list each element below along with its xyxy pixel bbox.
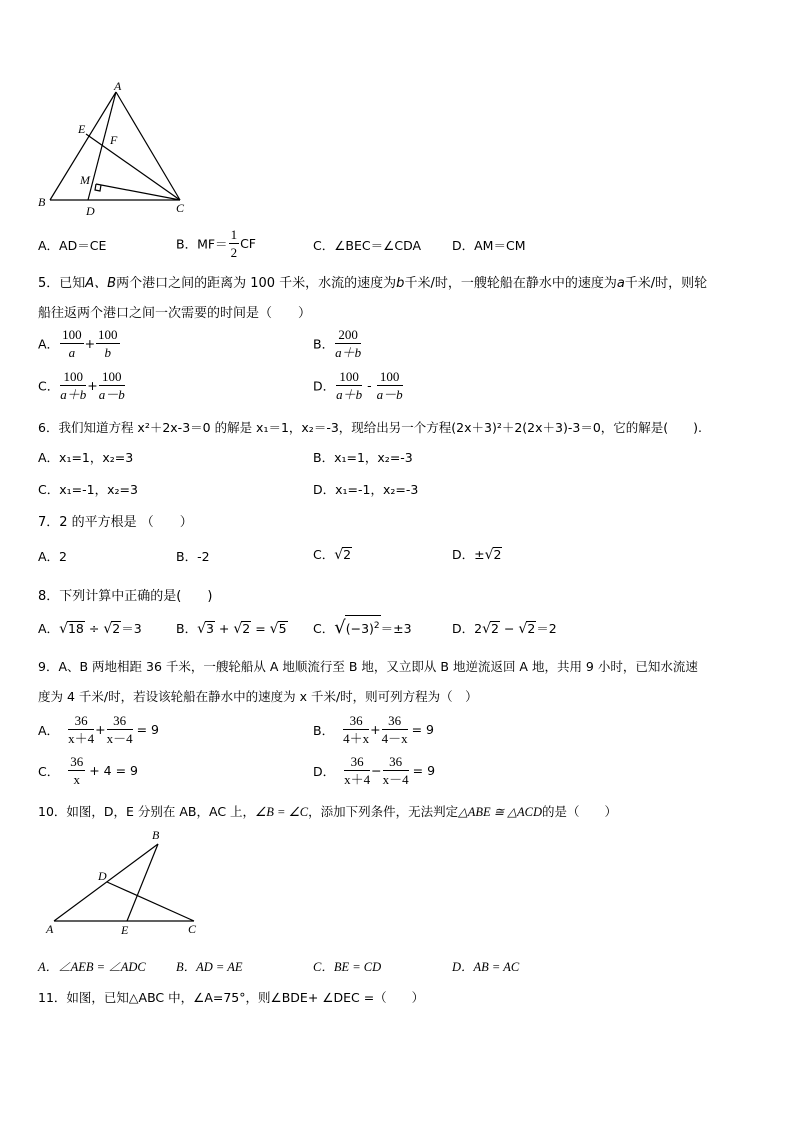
sqrt-icon: √	[518, 621, 528, 637]
q5-text-e: 千米/时，一艘轮船在静水中的速度为	[404, 276, 617, 291]
q5-d-den1: a＋b	[336, 387, 363, 402]
q9-b-den1: 4＋x	[343, 731, 370, 746]
q5-b-den: a＋b	[335, 345, 362, 360]
q4-option-b	[176, 226, 256, 261]
q5-d-num2: 100	[377, 368, 403, 386]
q9-a-den1: x＋4	[68, 731, 95, 746]
q8-b-r1: 3	[206, 621, 214, 636]
q5-c-den1: a＋b	[60, 387, 87, 402]
sqrt-icon: √	[269, 621, 279, 637]
q7-stem: 7．2 的平方根是 （ ）	[38, 515, 193, 530]
q6-option-d: D．x₁=-1，x₂=-3	[313, 482, 419, 497]
q9-option-c	[38, 753, 138, 788]
sqrt-icon: √	[59, 621, 68, 637]
q5-b-label: B．	[313, 336, 335, 352]
q6-stem: 6．我们知道方程 x²＋2x-3＝0 的解是 x₁＝1，x₂＝-3，现给出另一个方程(2x＋3)²＋2(2x＋3)-3＝0，它的解是( ).	[38, 420, 703, 435]
q5-c-num1: 100	[60, 368, 86, 386]
q10-text-c: ，添加下列条件，无法判定	[308, 804, 459, 819]
q5-text-c: 两个港口之间的距离为 100 千米，水流的速度为	[116, 276, 397, 291]
q9-c-den: x	[73, 772, 80, 787]
fig2-label-B: B	[152, 828, 160, 842]
q10-a-text: A．∠AEB = ∠ADC	[38, 960, 146, 974]
q9-d-num2: 36	[383, 753, 409, 771]
q9-a-end: = 9	[136, 722, 159, 737]
q5-text-f: a	[616, 276, 625, 291]
q5-c-num2: 100	[99, 368, 125, 386]
q5-option-a	[38, 326, 121, 361]
q5-a-den1: a	[68, 345, 76, 360]
sqrt-icon: √	[482, 621, 492, 637]
q4-b-den: 2	[230, 245, 238, 260]
q5-text-b: A、B	[85, 276, 117, 291]
q10-option-b	[176, 957, 243, 975]
q5-text-d: b	[396, 276, 405, 291]
q10-stem	[38, 802, 617, 820]
q8-stem: 8．下列计算中正确的是( )	[38, 589, 213, 604]
q9-option-a	[38, 712, 159, 747]
q9-line-1: 9．A、B 两地相距 36 千米，一艘轮船从 A 地顺流行至 B 地，又立即从 B 地逆流返回 A 地，共用 9 小时，已知水流速	[38, 659, 698, 674]
fig1-label-M: M	[80, 173, 90, 187]
q5-a-num1: 100	[62, 327, 82, 342]
q9-option-d	[313, 753, 435, 788]
q5-b-num: 200	[335, 326, 361, 344]
q10-d-text: D．AB = AC	[452, 960, 520, 974]
q8-a-end: ＝3	[121, 621, 142, 636]
q4-option-a: A．AD＝CE	[38, 238, 107, 253]
q9-a-num1: 36	[68, 712, 94, 730]
q7-c-label: C．	[313, 547, 335, 562]
q9-d-num1: 36	[344, 753, 370, 771]
q8-option-a	[38, 619, 142, 637]
q5-option-b	[313, 326, 362, 361]
q9-d-op: −	[371, 763, 382, 778]
fig1-label-E: E	[78, 122, 86, 136]
q9-a-den2: x－4	[106, 731, 133, 746]
fig1-label-D: D	[86, 204, 95, 218]
q5-c-op: +	[87, 378, 98, 393]
q5-a-op: +	[84, 336, 96, 351]
q6-option-b: B．x₁=1，x₂=-3	[313, 450, 413, 465]
sqrt-icon: √	[334, 617, 346, 639]
q7-option-b: B．-2	[176, 549, 210, 564]
q8-c-label: C．	[313, 621, 335, 637]
q9-line-2: 度为 4 千米/时，若设该轮船在静水中的速度为 x 千米/时，则可列方程为（ ）	[38, 689, 478, 704]
q10-text-b: ∠B = ∠C	[255, 805, 309, 819]
q8-c-exponent: 2	[373, 621, 380, 631]
q8-b-label: B．	[176, 621, 198, 636]
q10-b-text: B．AD = AE	[176, 960, 243, 974]
sqrt-icon: √	[233, 621, 243, 637]
fig1-label-B: B	[38, 195, 46, 209]
q5-text-a: 5．已知	[38, 276, 86, 291]
q6-option-a: A．x₁=1，x₂=3	[38, 450, 134, 465]
q4-option-b-prefix: B．MF＝	[176, 236, 228, 252]
q8-b-r2: 2	[242, 621, 251, 636]
q9-b-label: B．	[313, 722, 335, 738]
q8-d-op: −	[499, 621, 519, 636]
q7-option-c	[313, 545, 352, 563]
q4-option-d: D．AM＝CM	[452, 238, 526, 253]
fig1-label-A: A	[114, 79, 122, 93]
q9-a-label: A．	[38, 722, 60, 738]
q8-a-op: ÷	[84, 621, 104, 636]
q5-d-label: D．	[313, 378, 336, 394]
sqrt-icon: √	[197, 621, 206, 637]
q6-option-c: C．x₁=-1，x₂=3	[38, 482, 138, 497]
q8-b-op: +	[214, 621, 234, 636]
q8-d-r1: 2	[491, 621, 499, 636]
q8-d-end: ＝2	[536, 621, 557, 636]
q9-a-num2: 36	[107, 712, 133, 730]
q10-option-c	[313, 957, 381, 975]
q9-c-label: C．	[38, 763, 60, 779]
q4-option-b-suffix: CF	[240, 236, 256, 251]
q9-d-label: D．	[313, 763, 336, 779]
q9-a-op: +	[95, 722, 106, 737]
q5-c-den2: a－b	[98, 387, 125, 402]
q7-d-label: D．±	[452, 547, 485, 562]
fig1-label-C: C	[176, 201, 185, 215]
q4-option-b-fraction	[229, 226, 240, 261]
q9-b-op: +	[370, 722, 381, 737]
q10-option-a	[38, 957, 146, 975]
q5-line-2: 船往返两个港口之间一次需要的时间是（ ）	[38, 306, 312, 321]
q8-d-r2: 2	[527, 621, 536, 636]
q8-a-r2: 2	[112, 621, 121, 636]
q5-line-1	[38, 272, 707, 291]
q9-b-den2: 4－x	[381, 731, 408, 746]
q7-d-radicand: 2	[493, 547, 502, 562]
q5-a-den2: b	[104, 345, 112, 360]
q7-option-a: A．2	[38, 549, 68, 564]
q8-c-radicand	[345, 615, 381, 636]
q9-c-end: + 4 = 9	[89, 763, 139, 778]
q4-b-num: 1	[230, 227, 238, 242]
q9-b-end: = 9	[411, 722, 434, 737]
q8-a-label: A．	[38, 621, 60, 636]
q9-c-num: 36	[70, 754, 84, 769]
q9-b-num1: 36	[343, 712, 369, 730]
q8-option-b	[176, 619, 288, 637]
q8-b-r3: 5	[278, 621, 287, 636]
fig2-label-A: A	[46, 922, 54, 936]
q10-c-text: C．BE = CD	[313, 960, 382, 974]
q10-option-d	[452, 957, 519, 975]
q10-text-e: 的是（ ）	[542, 804, 618, 819]
fig2-label-D: D	[98, 869, 107, 883]
q5-a-num2: 100	[98, 327, 118, 342]
q5-d-num1: 100	[336, 368, 362, 386]
q5-a-label: A．	[38, 336, 60, 352]
triangle-figure-1	[36, 78, 206, 220]
q10-text-d: △ABE ≅ △ACD	[458, 805, 542, 819]
q8-c-end: ＝±3	[380, 621, 412, 637]
q5-option-d	[313, 368, 404, 403]
q8-option-d	[452, 619, 557, 637]
q5-option-c	[38, 368, 126, 403]
q7-c-radicand: 2	[343, 547, 352, 562]
triangle-figure-2	[40, 826, 210, 941]
q10-text-a: 10．如图，D，E 分别在 AB，AC 上，	[38, 804, 256, 819]
q8-option-c	[313, 615, 412, 638]
q8-d-label: D．2	[452, 621, 483, 636]
q11-stem: 11．如图，已知△ABC 中，∠A=75°，则∠BDE+ ∠DEC =（ ）	[38, 990, 425, 1005]
q5-d-op: -	[367, 378, 372, 393]
fig2-label-E: E	[121, 923, 129, 937]
q9-option-b	[313, 712, 434, 747]
q5-c-label: C．	[38, 378, 60, 394]
sqrt-icon: √	[103, 621, 113, 637]
q8-c-base: (−3)	[345, 621, 374, 637]
q9-d-den2: x－4	[382, 772, 409, 787]
sqrt-icon: √	[334, 547, 344, 563]
q5-text-g: 千米/时，则轮	[624, 276, 708, 291]
q8-a-r1: 18	[67, 621, 84, 636]
q9-d-den1: x＋4	[344, 772, 371, 787]
fig2-label-C: C	[188, 922, 197, 936]
sqrt-icon: √	[484, 547, 494, 563]
fig1-label-F: F	[110, 133, 118, 147]
q9-b-num2: 36	[382, 712, 408, 730]
q7-option-d	[452, 545, 502, 563]
q9-d-end: = 9	[412, 763, 436, 778]
q5-d-den2: a－b	[376, 387, 403, 402]
q8-b-eq: =	[251, 621, 270, 636]
q4-option-c: C．∠BEC＝∠CDA	[313, 238, 422, 253]
